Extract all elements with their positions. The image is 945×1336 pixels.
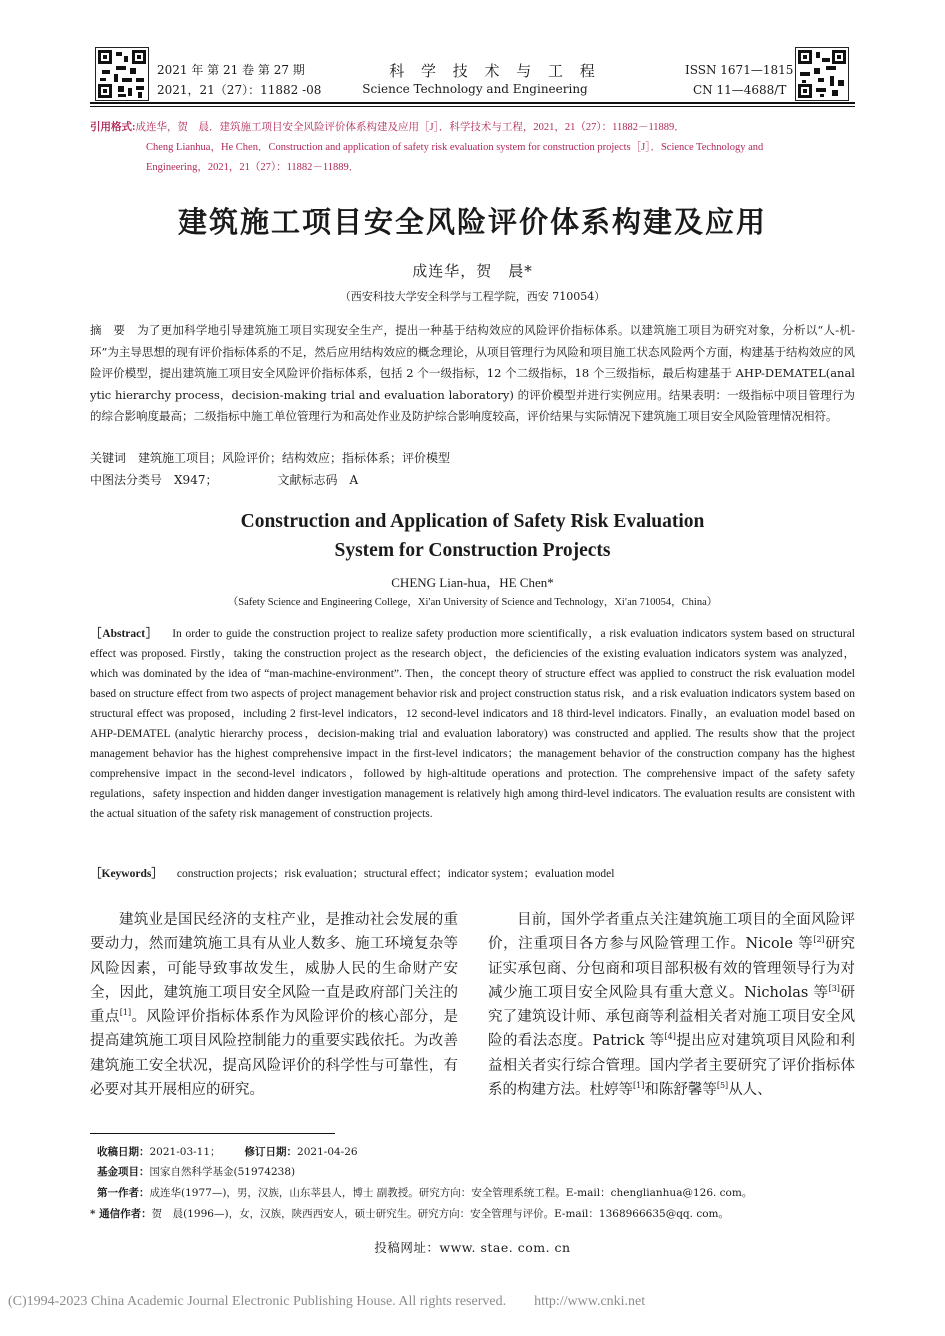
fund-label: 基金项目： [97, 1166, 150, 1178]
abstract-en-label: ［Abstract］ [90, 628, 159, 640]
affiliation-cn: （西安科技大学安全科学与工程学院，西安 710054） [339, 290, 606, 303]
authors-en: CHENG Lian-hua，HE Chen* [391, 575, 554, 590]
qr-code-right [795, 47, 849, 101]
classification [90, 469, 358, 491]
citation-cn [90, 118, 860, 138]
header-rule-thick [90, 102, 855, 104]
ref-1[interactable]: [1] [119, 1008, 132, 1018]
abstract-en-text: In order to guide the construction project to realize safety production more scientifically，a risk evaluation indicators system based on structural effect was proposed. Firstly，taking the construction project as the research object，the deficiencies of the existing evaluation indicators system was analyzed，which was dominated by the idea of “man-machine-environment”. Then，the concept theory of structure effect was applied to construct the risk evaluation model based on structure effect from two aspects of project management behavior risk and project construction status risk，and a risk evaluation indicators system based on structural effect was proposed，including 2 first-level indicators，12 second-level indicators and 18 third-level indicators. Finally，an evaluation model based on AHP-DEMATEL (analytic hierarchy process，decision-making trial and evaluation laboratory) was constructed and applied. The results show that the project management behavior has the highest comprehensive impact in the first-level indicators；the management behavior of the construction company has the highest comprehensive impact in the second-level indicators，followed by high-altitude operations and protection. The comprehensive impact of the safety safety regulations，safety inspection and hidden danger investigation management is relatively high among third-level indicators. The evaluation results are consistent with the actual situation of the safety risk management of construction projects. [90, 628, 855, 820]
title-cn: 建筑施工项目安全风险评价体系构建及应用 [177, 205, 767, 239]
authors-cn: 成连华，贺 晨* [412, 262, 533, 280]
body-right-text-1: 目前，国外学者重点关注建筑施工项目的全面风险评价，注重项目各方参与风险管理工作。Nicole 等 [488, 912, 855, 953]
abstract-cn [90, 320, 855, 428]
first-author-text: 成连华(1977—)，男，汉族，山东莘县人，博士 副教授。研究方向：安全管理系统工程。E-mail：chenglianhua@126. com。 [149, 1187, 753, 1199]
keywords-cn-label: 关键词 [90, 451, 127, 465]
header-volume-cn: 2021 年 第 21 卷 第 27 期 [157, 63, 305, 77]
corr-author-text: 贺 晨(1996—)，女，汉族，陕西西安人，硕士研究生。研究方向：安全管理与评价。E-mail：1368966635@qq. com。 [151, 1208, 729, 1220]
citation-label: 引用格式: [90, 122, 136, 133]
body-left-column [90, 908, 458, 1102]
body-right-text-4: 提出应对建筑项目风险和利益相关者实行综合管理。国内学者主要研究了评价指标体系的构建方法。杜婷等 [488, 1033, 855, 1099]
ref-3[interactable]: [3] [828, 984, 840, 994]
corr-author-label: * 通信作者： [90, 1208, 152, 1220]
abstract-cn-label: 摘 要 [90, 323, 126, 337]
issn: ISSN 1671—1815 [685, 63, 794, 77]
keywords-cn-text: 建筑施工项目；风险评价；结构效应；指标体系；评价模型 [138, 451, 451, 465]
journal-name-en: Science Technology and Engineering [362, 82, 588, 96]
cnki-copyright-notice: (C)1994-2023 China Academic Journal Electronic Publishing House. All rights reserved. http://www.cnki.net [8, 1294, 646, 1309]
footnote-rule [90, 1133, 335, 1134]
submission-site[interactable]: 投稿网址：www. stae. com. cn [374, 1240, 571, 1255]
ref-4[interactable]: [4] [664, 1032, 676, 1042]
body-left-text: 建筑业是国民经济的支柱产业，是推动社会发展的重要动力，然而建筑施工具有从业人数多、施工环境复杂等风险因素，可能导致事故发生，威胁人民的生命财产安全，因此，建筑施工项目安全风险一直是政府部门关注的重点 [90, 912, 458, 1026]
cn-number: CN 11—4688/T [693, 83, 787, 97]
clc-label: 中图法分类号 [90, 473, 163, 487]
footnote-dates [97, 1142, 358, 1163]
citation-en-line1: Cheng Lianhua，He Chen．Construction and application of safety risk evaluation system for construction projects［J］．Science Technology and [146, 142, 764, 153]
header-volume-pages: 2021，21（27）：11882 -08 [157, 83, 322, 97]
keywords-en-label: ［Keywords］ [90, 868, 163, 880]
journal-name-cn: 科 学 技 术 与 工 程 [389, 62, 601, 80]
abstract-en [90, 624, 855, 824]
ref-2[interactable]: [2] [813, 935, 825, 945]
body-right-text-5: 和陈舒馨等 [644, 1082, 717, 1099]
footnote-fund [97, 1162, 295, 1183]
qr-code-left [95, 47, 149, 101]
citation-cn-text: 成连华，贺 晨．建筑施工项目安全风险评价体系构建及应用［J］．科学技术与工程，2021，21（27）：11882－11889． [135, 122, 685, 133]
keywords-en [90, 864, 614, 884]
doc-code-value: A [349, 473, 359, 487]
revised-label: 修订日期： [244, 1146, 298, 1158]
ref-5[interactable]: [5] [716, 1081, 729, 1091]
body-right-text-3: 研究了建筑设计师、承包商等利益相关者对施工项目安全风险的看法态度。Patrick 等 [488, 984, 855, 1050]
received-label: 收稿日期： [97, 1146, 150, 1158]
title-en-line1: Construction and Application of Safety Risk Evaluation [240, 511, 705, 532]
fund-text: 国家自然科学基金(51974238) [149, 1166, 296, 1178]
body-right-text-6: 从人、 [728, 1082, 772, 1099]
abstract-cn-text: 为了更加科学地引导建筑施工项目实现安全生产，提出一种基于结构效应的风险评价指标体系。以建筑施工项目为研究对象，分析以“人-机-环”为主导思想的现有评价指标体系的不足，然后应用结构效应的概念理论，从项目管理行为风险和项目施工状态风险两个方面，构建基于结构效应的风险评价模型，提出建筑施工项目安全风险评价指标体系，包括 2 个一级指标，12 个二级指标，18 个三级指标，最后构建基于 AHP-DEMATEL(analytic hierarchy process，decision-making trial and evaluation laboratory) 的评价模型并进行实例应用。结果表明：一级指标中项目管理行为的综合影响度最高；二级指标中施工单位管理行为和高处作业及防护综合影响度较高，评价结果与实际情况下建筑施工项目安全风险管理情况相符。 [90, 323, 855, 423]
revised-date: 2021-04-26 [297, 1146, 358, 1158]
body-right-column [488, 908, 855, 1102]
ref-1-again[interactable]: [1] [633, 1081, 645, 1091]
footnote-corresponding-author [90, 1204, 729, 1225]
keywords-en-text: construction projects；risk evaluation；structural effect；indicator system；evaluation model [176, 868, 615, 880]
doc-code-label: 文献标志码 [277, 473, 338, 487]
first-author-label: 第一作者： [97, 1187, 150, 1199]
footnote-first-author [97, 1183, 752, 1204]
citation-en-line2: Engineering，2021，21（27）：11882－11889． [146, 162, 360, 173]
header-rule-thin [90, 106, 855, 107]
body-right-text-2: 研究证实承包商、分包商和项目部积极有效的管理领导行为对减少施工项目安全风险具有重大意义。Nicholas 等 [488, 936, 855, 1001]
title-en-line2: System for Construction Projects [334, 540, 611, 561]
affiliation-en: （Safety Science and Engineering College，Xi′an University of Science and Technology，Xi′an 710054，China） [227, 597, 718, 608]
clc-value: X947； [174, 473, 218, 487]
body-left-text-cont: 。风险评价指标体系作为风险评价的核心部分，是提高建筑施工项目风险控制能力的重要实践依托。为改善建筑施工安全状况，提高风险评价的科学性与可靠性，有必要对其开展相应的研究。 [90, 1009, 459, 1099]
received-date: 2021-03-11； [149, 1146, 221, 1158]
keywords-cn [90, 447, 450, 469]
